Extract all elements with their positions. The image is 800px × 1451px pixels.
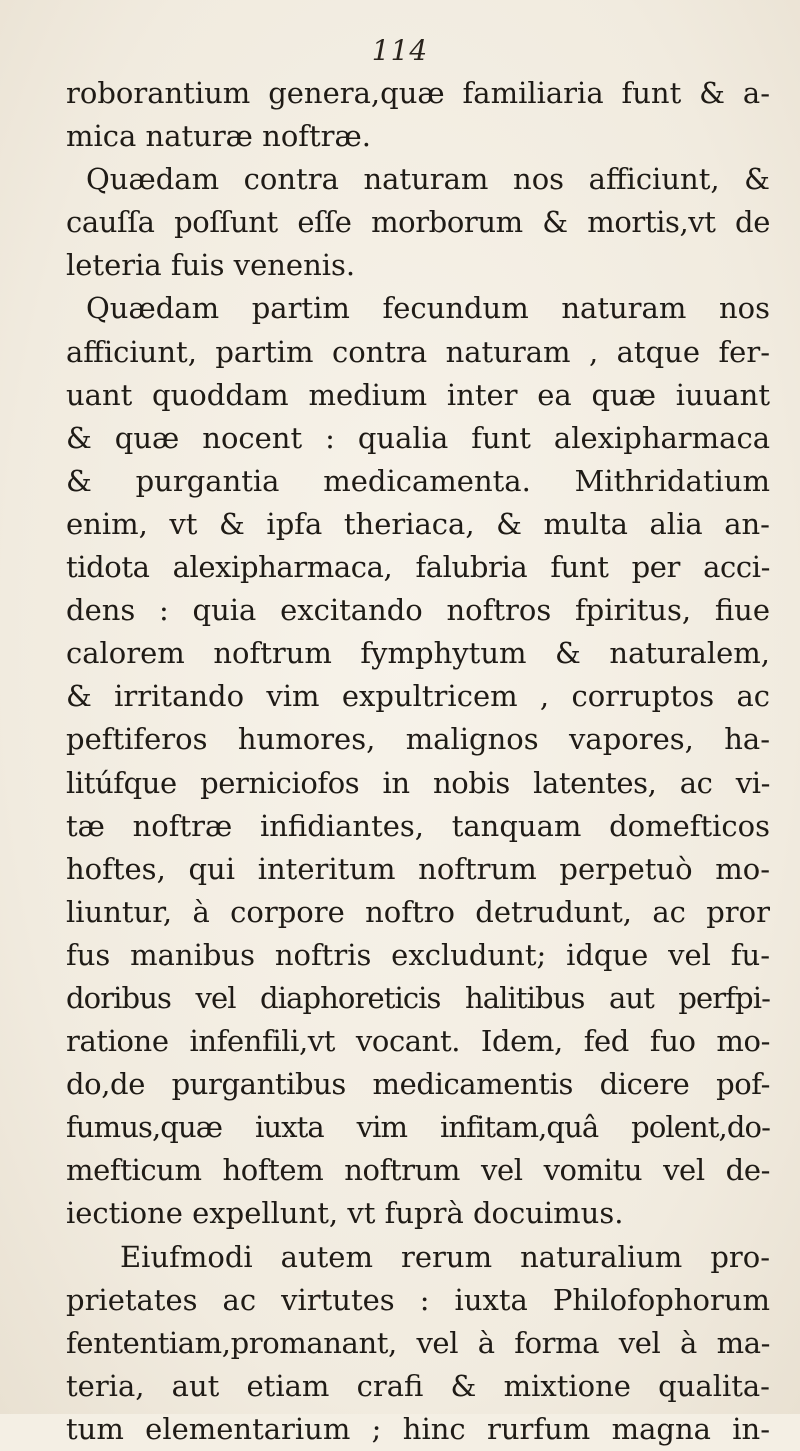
text-line: & purgantia medicamenta. Mithridatium [66,463,770,498]
text-line: afficiunt, partim contra naturam , atque fer- [66,334,770,369]
paragraph-start-line: Quædam partim fecundum naturam nos [86,291,770,326]
text-line: uant quoddam medium inter ea quæ iuuant [66,377,770,412]
body-text [66,72,770,1451]
text-line: calorem noftrum fymphytum & naturalem, [66,636,770,671]
text-line: cauſſa poſſunt eſſe morborum & mortis,vt de [66,205,770,240]
text-line: iectione expellunt, vt fuprà docuimus. [66,1196,624,1231]
paragraph-start-line: Quædam contra naturam nos afficiunt, & [86,162,770,197]
text-line: leteria fuis venenis. [66,248,356,283]
text-line: peftiferos humores, malignos vapores, ha- [66,722,770,757]
text-line: dens : quia excitando noftros fpiritus, fiue [66,593,770,628]
text-line: fententiam,promanant, vel à forma vel à ma- [66,1325,770,1360]
text-line: & quæ nocent : qualia funt alexipharmaca [66,420,770,455]
text-line: tidota alexipharmaca, falubria funt per acci- [66,550,770,585]
text-line: mefticum hoftem noftrum vel vomitu vel de- [66,1153,770,1188]
text-line: teria, aut etiam crafi & mixtione qualita- [66,1368,770,1403]
text-line: mica naturæ noftræ. [66,119,372,154]
text-line: ratione infenfili,vt vocant. Idem, fed fuo mo- [66,1024,770,1059]
page-number: 114 [371,34,429,67]
text-line: hoftes, qui interitum noftrum perpetuò mo- [66,851,770,886]
paragraph-start-line: Eiufmodi autem rerum naturalium pro- [120,1239,770,1274]
text-line: tæ noftræ infidiantes, tanquam domefticos [66,808,770,843]
text-line: do,de purgantibus medicamentis dicere pof- [66,1067,770,1102]
text-line: liuntur, à corpore noftro detrudunt, ac pror [66,894,770,929]
text-line: prietates ac virtutes : iuxta Philofophorum [66,1282,770,1317]
text-line: doribus vel diaphoreticis halitibus aut perfpi- [66,980,770,1015]
text-line: fumus,quæ iuxta vim infitam,quâ polent,do- [66,1110,770,1145]
text-line: litúfque perniciofos in nobis latentes, ac vi- [66,765,770,800]
text-line: tum elementarium ; hinc rurfum magna in- [66,1411,770,1446]
text-line: roborantium genera,quæ familiaria funt & a- [66,76,770,110]
text-line: fus manibus noftris excludunt; idque vel fu- [66,937,770,972]
text-line: & irritando vim expultricem , corruptos ac [66,679,770,714]
text-line: enim, vt & ipfa theriaca, & multa alia an- [66,506,770,541]
